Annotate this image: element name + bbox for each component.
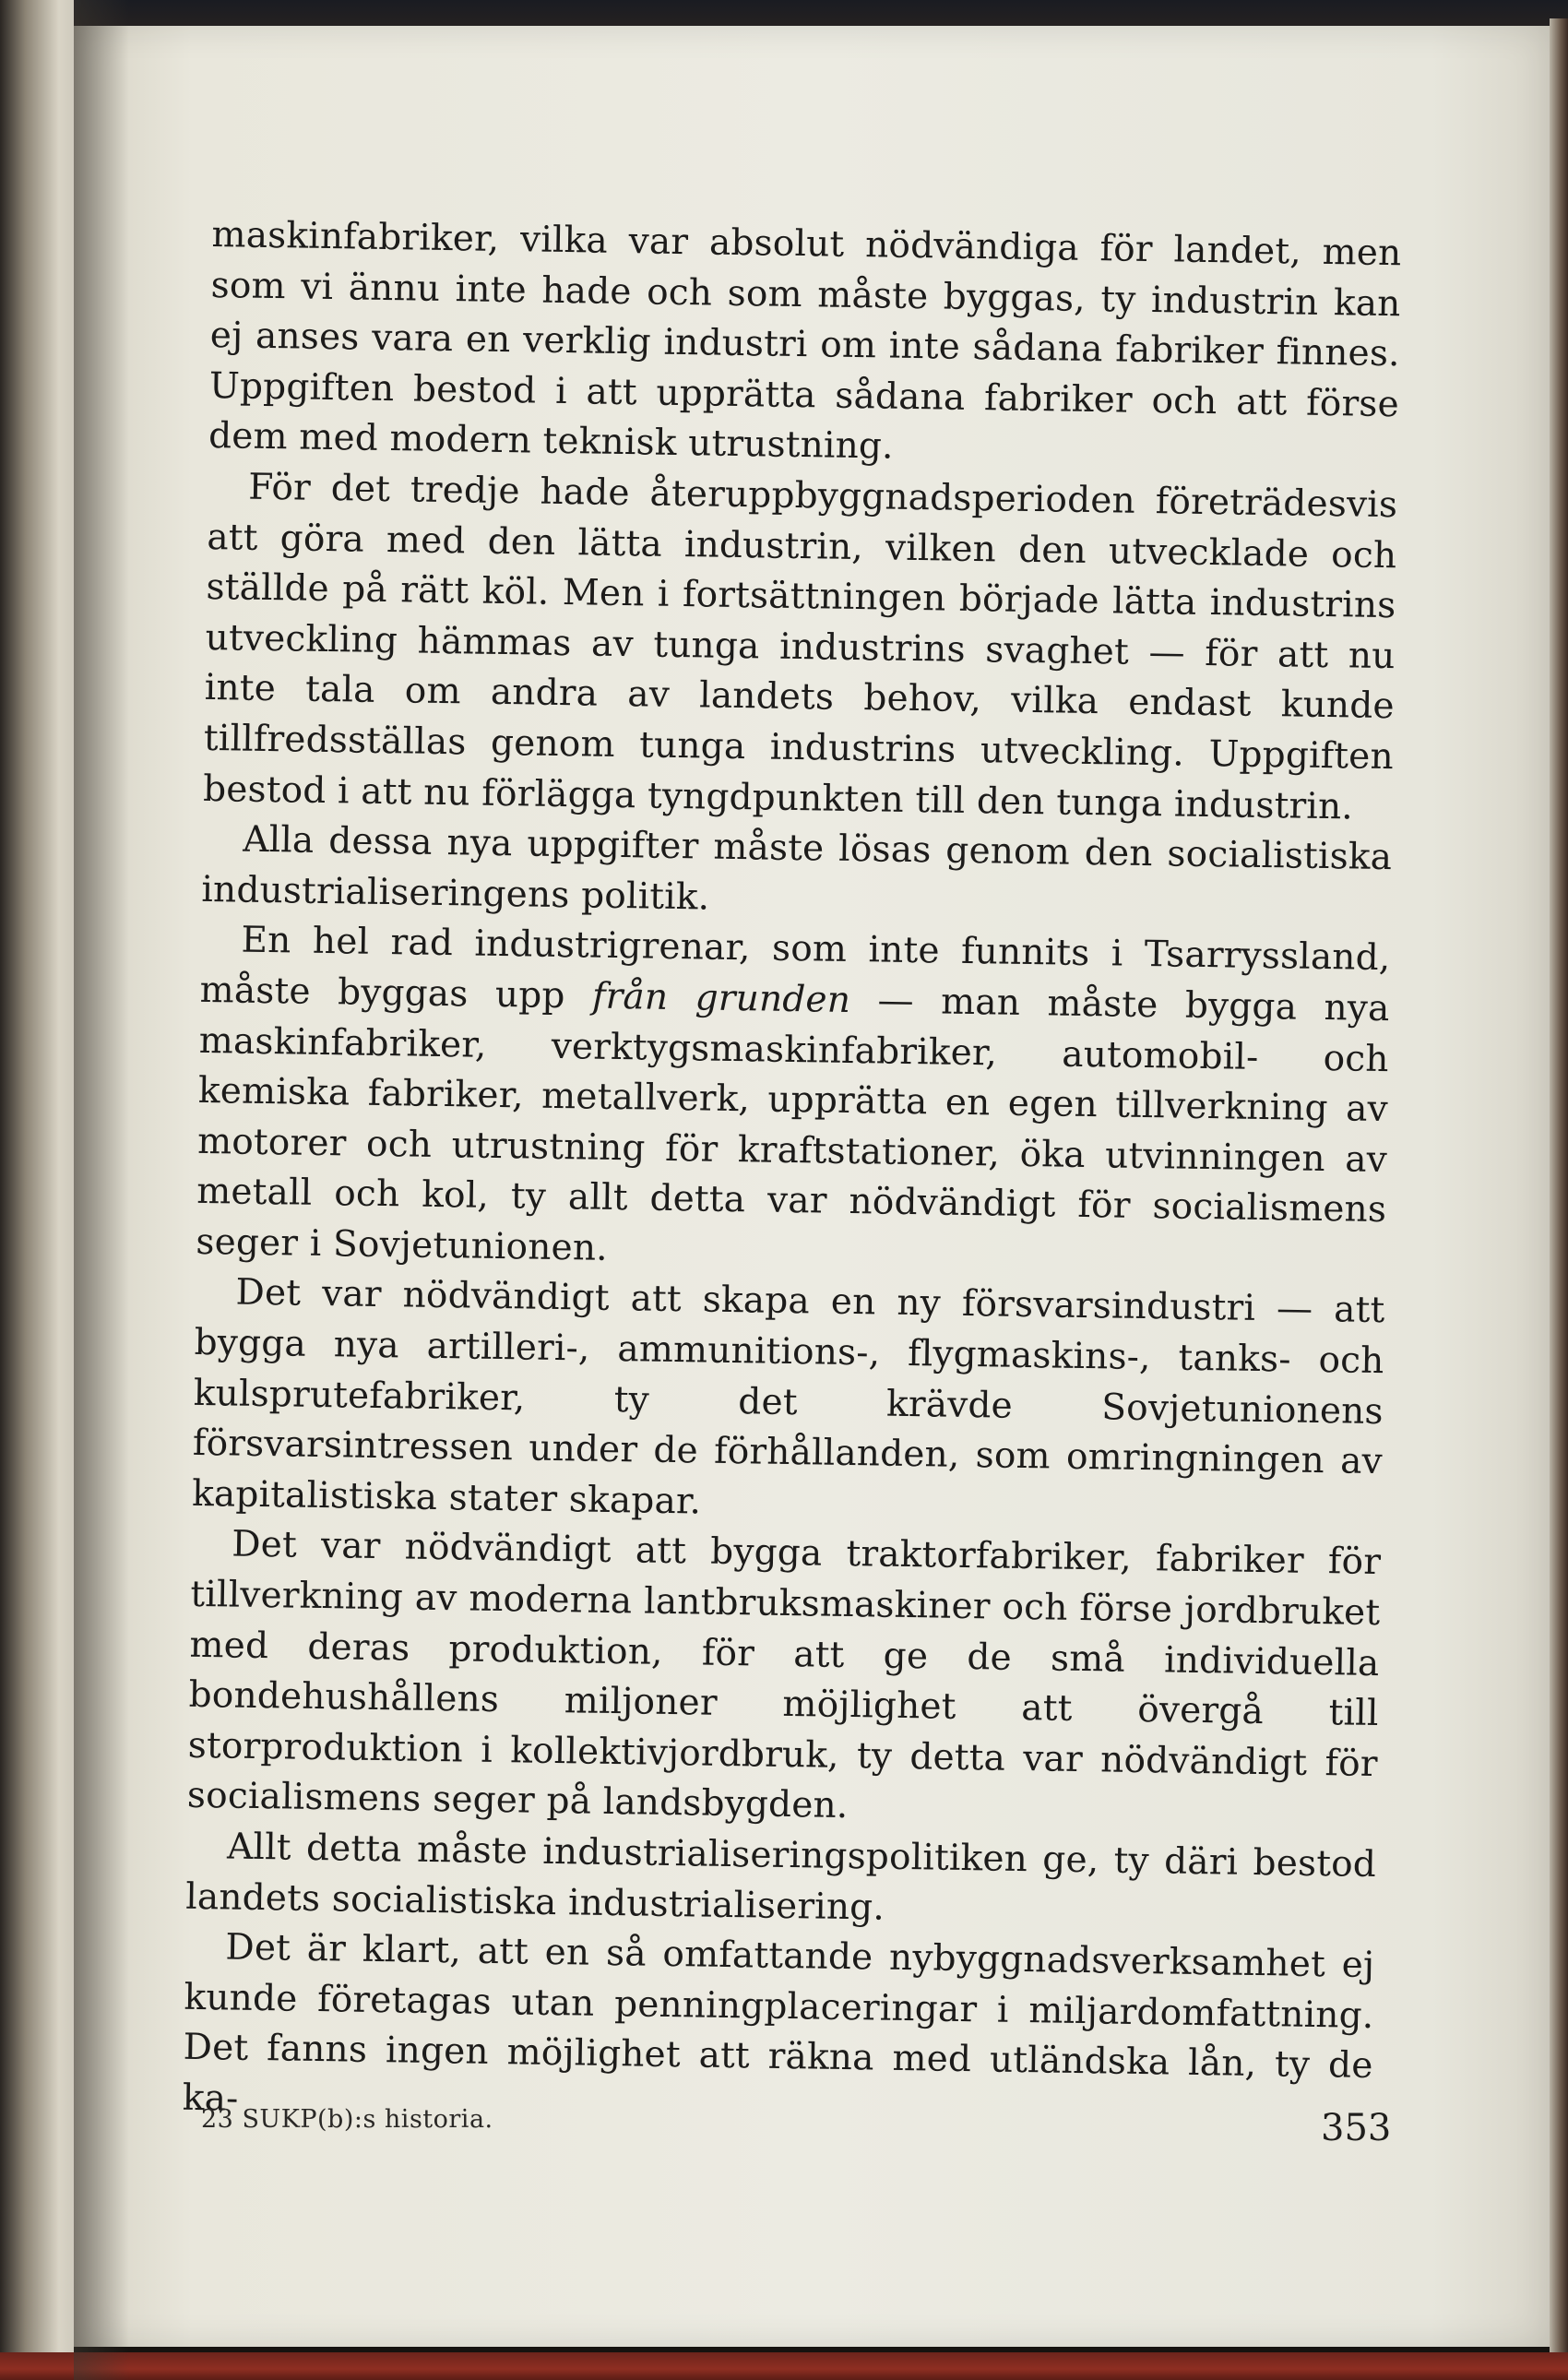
- paragraph-4-end: — man måste bygga nya maskinfabriker, verktygsmaskinfabriker, automobil- och kemiska fabriker, metallverk, upprätta en egen tillverkning av motorer och utrustning för kraftstationer, öka utvinningen av metall och kol, ty allt detta var nödvändigt för socialismens seger i Sovjetunionen.: [196, 979, 1390, 1269]
- paragraph-1: maskinfabriker, vilka var absolut nödvändiga för landet, men som vi ännu inte hade och som måste byggas, ty industrin kan ej anses vara en verklig industri om inte sådana fabriker finnes. Uppgiften bestod i att upprätta sådana fabriker och att förse dem med modern teknisk utrustning.: [208, 213, 1402, 469]
- gutter-shadow: [74, 0, 129, 2380]
- paragraph-6: Det var nödvändigt att bygga traktorfabriker, fabriker för tillverkning av moderna lantbruksmaskiner och förse jordbruket med deras produktion, för att ge de små individuella bondehushållens miljoner möjlighet att övergå till storproduktion i kollektivjordbruk, ty detta var nödvändigt för socialismens seger på landsbygden.: [186, 1523, 1382, 1827]
- paragraph-2: För det tredje hade återuppbyggnadsperioden företrädesvis att göra med den lätta industrin, vilken den utvecklade och ställde på rätt köl. Men i fortsättningen började lätta industrins utveckling hämmas av tunga industrins svaghet — för att nu inte tala om andra av landets behov, vilka endast kunde tillfredsställas genom tunga industrins utveckling. Uppgiften bestod i att nu förlägga tyngdpunkten till den tunga industrin.: [202, 466, 1398, 828]
- paragraph-4: [196, 915, 1391, 1286]
- page-right-edge: [1550, 18, 1568, 2352]
- signature-mark: 23 SUKP(b):s historia.: [201, 2105, 493, 2134]
- paragraph-5: Det var nödvändigt att skapa en ny försvarsindustri — att bygga nya artilleri-, ammunitions-, flygmaskins-, tanks- och kulsprutefabriker, ty det krävde Sovjetunionens försvarsintressen under de förhållanden, som omringningen av kapitalistiska stater skapar.: [191, 1272, 1385, 1523]
- paragraph-8: Det är klart, att en så omfattande nybyggnadsverksamhet ej kunde företagas utan penningplaceringar i miljardomfattning. Det fanns ingen möjlighet att räkna med utländska lån, ty de ka-: [182, 1926, 1375, 2120]
- previous-page-edge: [0, 0, 74, 2380]
- paragraph-3: Alla dessa nya uppgifter måste lösas genom den socialistiska industrialiseringens politik.: [201, 818, 1393, 919]
- book-cover-edge: [0, 2352, 1568, 2380]
- paragraph-7: Allt detta måste industrialiseringspolitiken ge, ty däri bestod landets socialistiska industrialisering.: [184, 1826, 1377, 1929]
- emphasis-fran-grunden: från grunden: [591, 975, 851, 1021]
- page-number: 353: [1321, 2107, 1392, 2149]
- body-text: [182, 210, 1401, 2143]
- paragraph-4-start: En hel rad industrigrenar, som inte funnits i Tsarryssland, måste byggas upp: [199, 919, 1391, 1017]
